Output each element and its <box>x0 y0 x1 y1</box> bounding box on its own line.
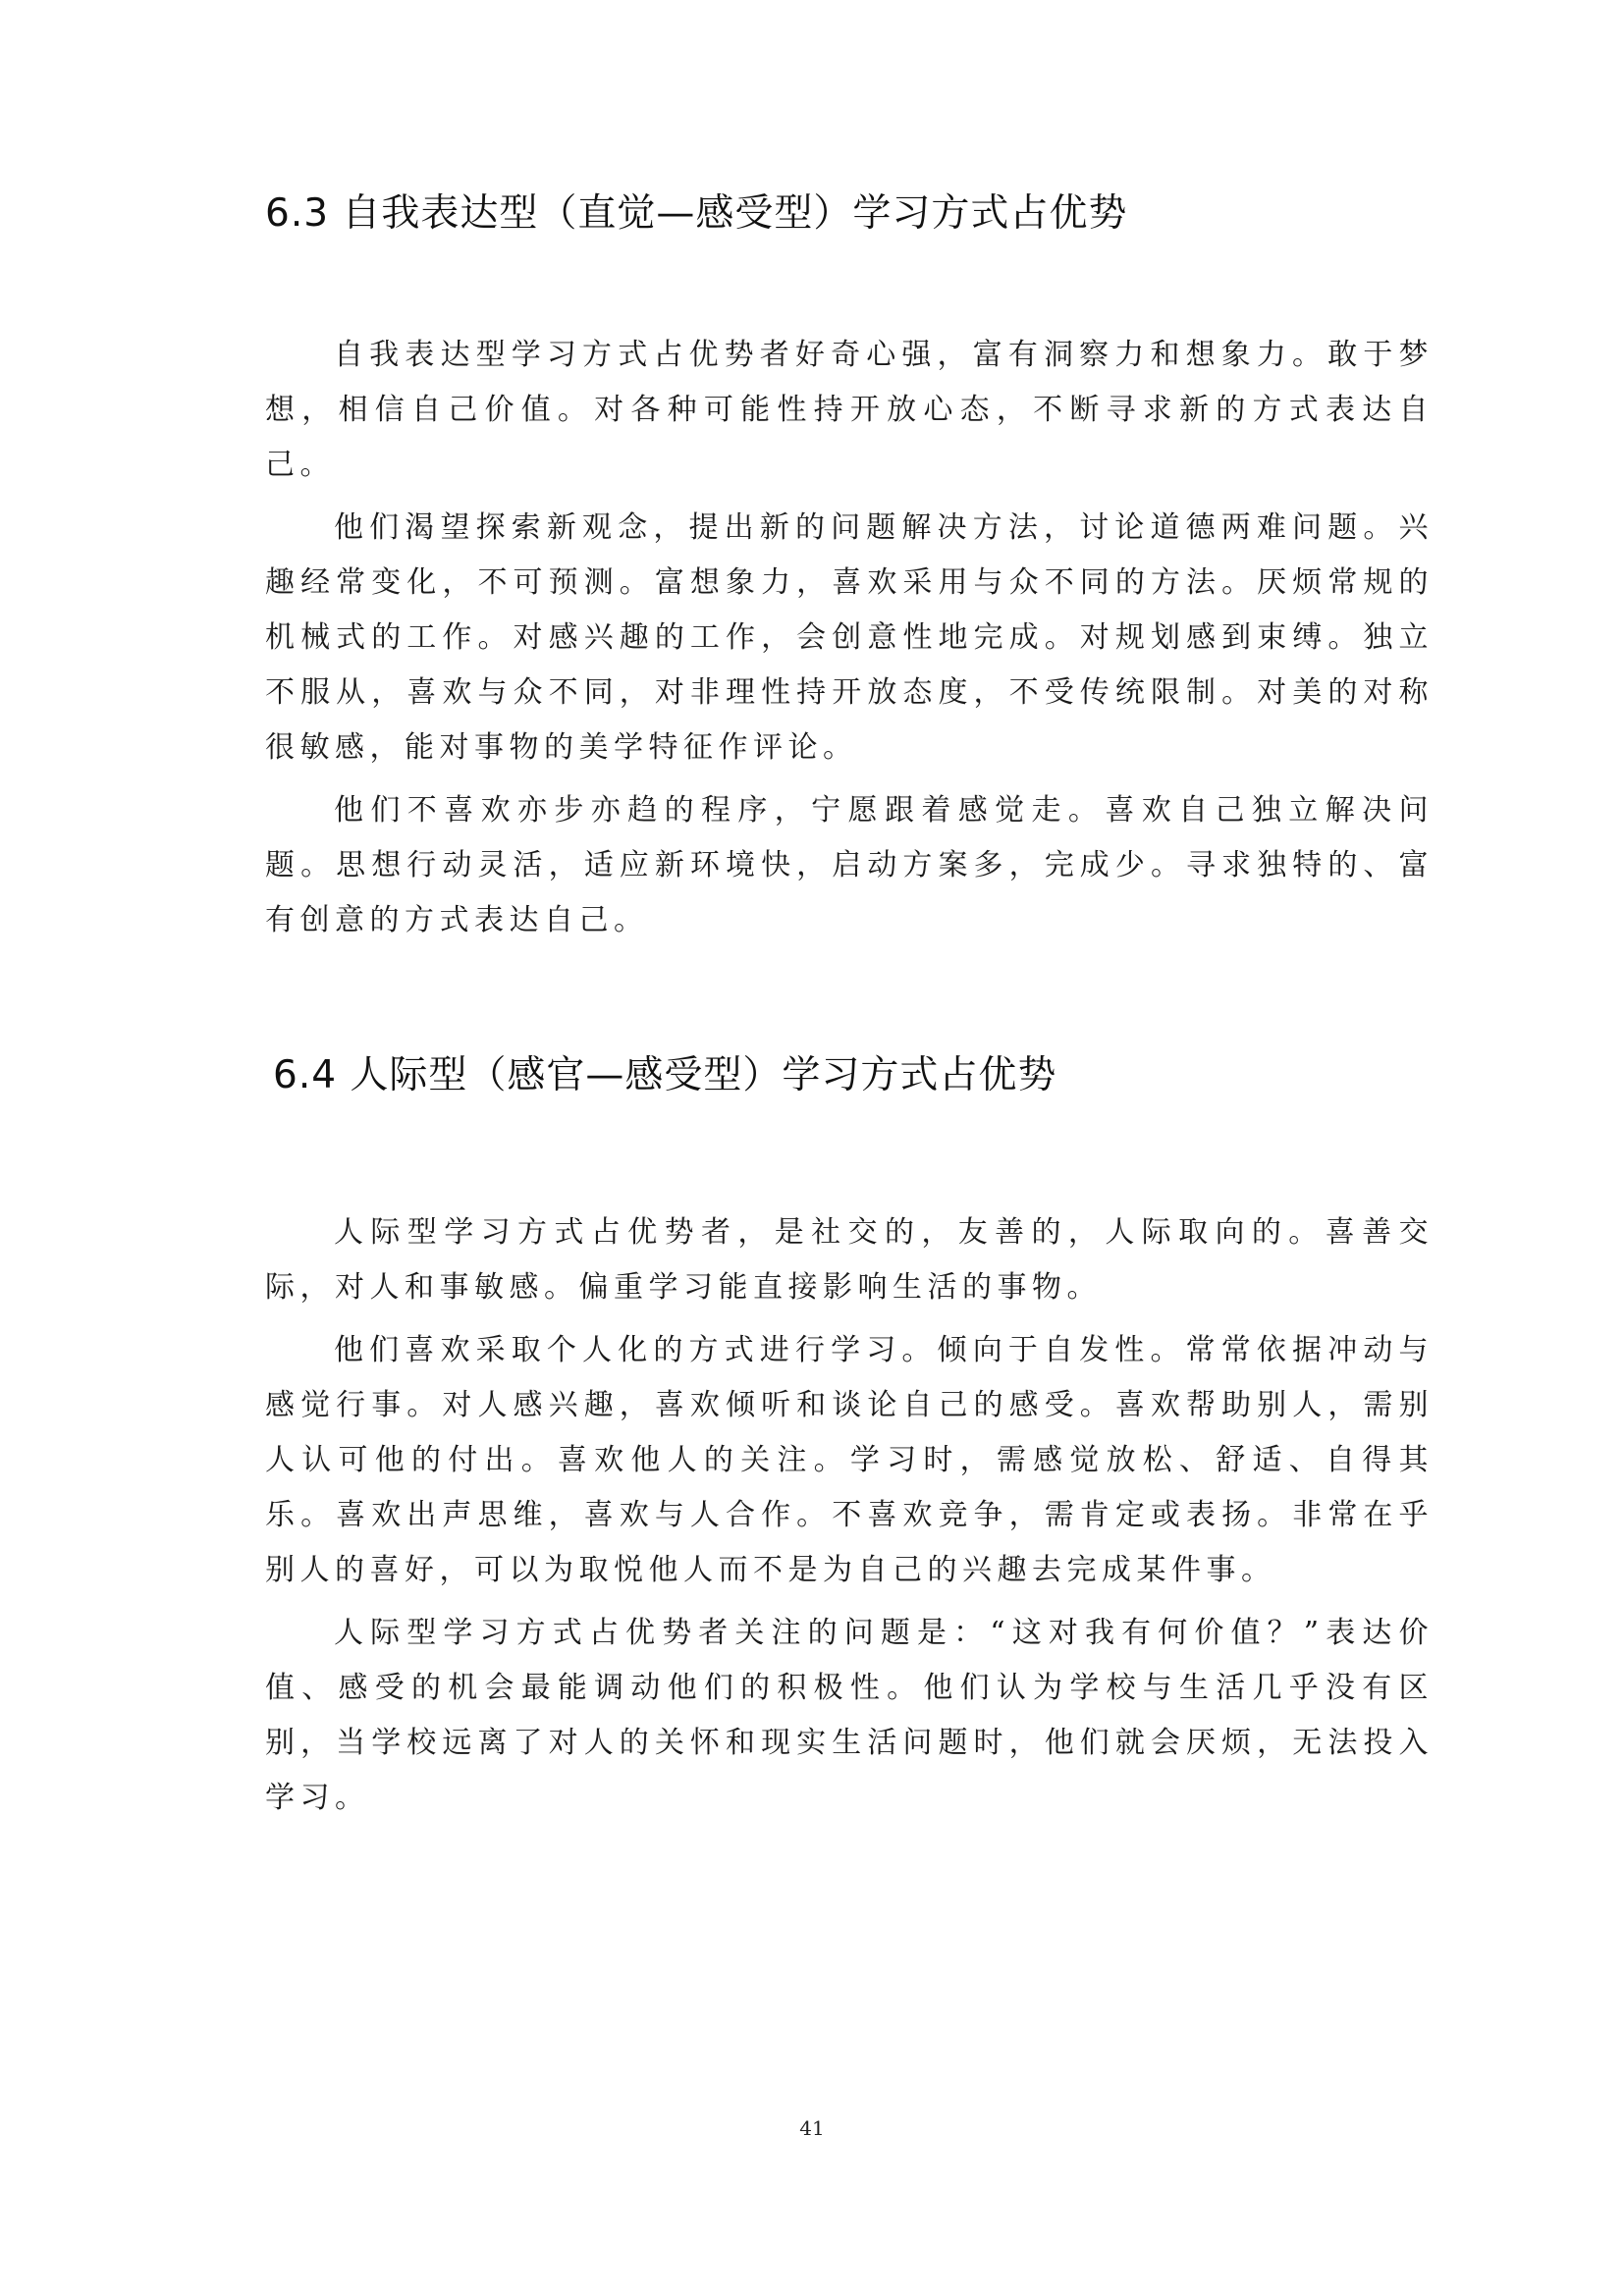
section-body-6-3 <box>265 328 1434 948</box>
paragraph: 自我表达型学习方式占优势者好奇心强，富有洞察力和想象力。敢于梦想，相信自己价值。对各种可能性持开放心态，不断寻求新的方式表达自己。 <box>265 338 1434 482</box>
section-body-6-4 <box>265 1205 1434 1826</box>
paragraph: 他们渴望探索新观念，提出新的问题解决方法，讨论道德两难问题。兴趣经常变化，不可预测。富想象力，喜欢采用与众不同的方法。厌烦常规的机械式的工作。对感兴趣的工作，会创意性地完成。对规划感到束缚。独立不服从，喜欢与众不同，对非理性持开放态度，不受传统限制。对美的对称很敏感，能对事物的美学特征作评论。 <box>265 510 1434 765</box>
paragraph: 他们喜欢采取个人化的方式进行学习。倾向于自发性。常常依据冲动与感觉行事。对人感兴趣，喜欢倾听和谈论自己的感受。喜欢帮助别人，需别人认可他的付出。喜欢他人的关注。学习时，需感觉放松、舒适、自得其乐。喜欢出声思维，喜欢与人合作。不喜欢竞争，需肯定或表扬。非常在乎别人的喜好，可以为取悦他人而不是为自己的兴趣去完成某件事。 <box>265 1333 1434 1587</box>
section-heading-6-3: 6.3 自我表达型（直觉—感受型）学习方式占优势 <box>265 191 1128 236</box>
paragraph: 人际型学习方式占优势者关注的问题是：“这对我有何价值？”表达价值、感受的机会最能调动他们的积极性。他们认为学校与生活几乎没有区别，当学校远离了对人的关怀和现实生活问题时，他们就会厌烦，无法投入学习。 <box>265 1616 1434 1815</box>
section-heading-6-4: 6.4 人际型（感官—感受型）学习方式占优势 <box>273 1053 1057 1097</box>
paragraph: 他们不喜欢亦步亦趋的程序，宁愿跟着感觉走。喜欢自己独立解决问题。思想行动灵活，适应新环境快，启动方案多，完成少。寻求独特的、富有创意的方式表达自己。 <box>265 793 1434 937</box>
page-number: 41 <box>799 2116 825 2140</box>
paragraph: 人际型学习方式占优势者，是社交的，友善的，人际取向的。喜善交际，对人和事敏感。偏重学习能直接影响生活的事物。 <box>265 1215 1434 1305</box>
